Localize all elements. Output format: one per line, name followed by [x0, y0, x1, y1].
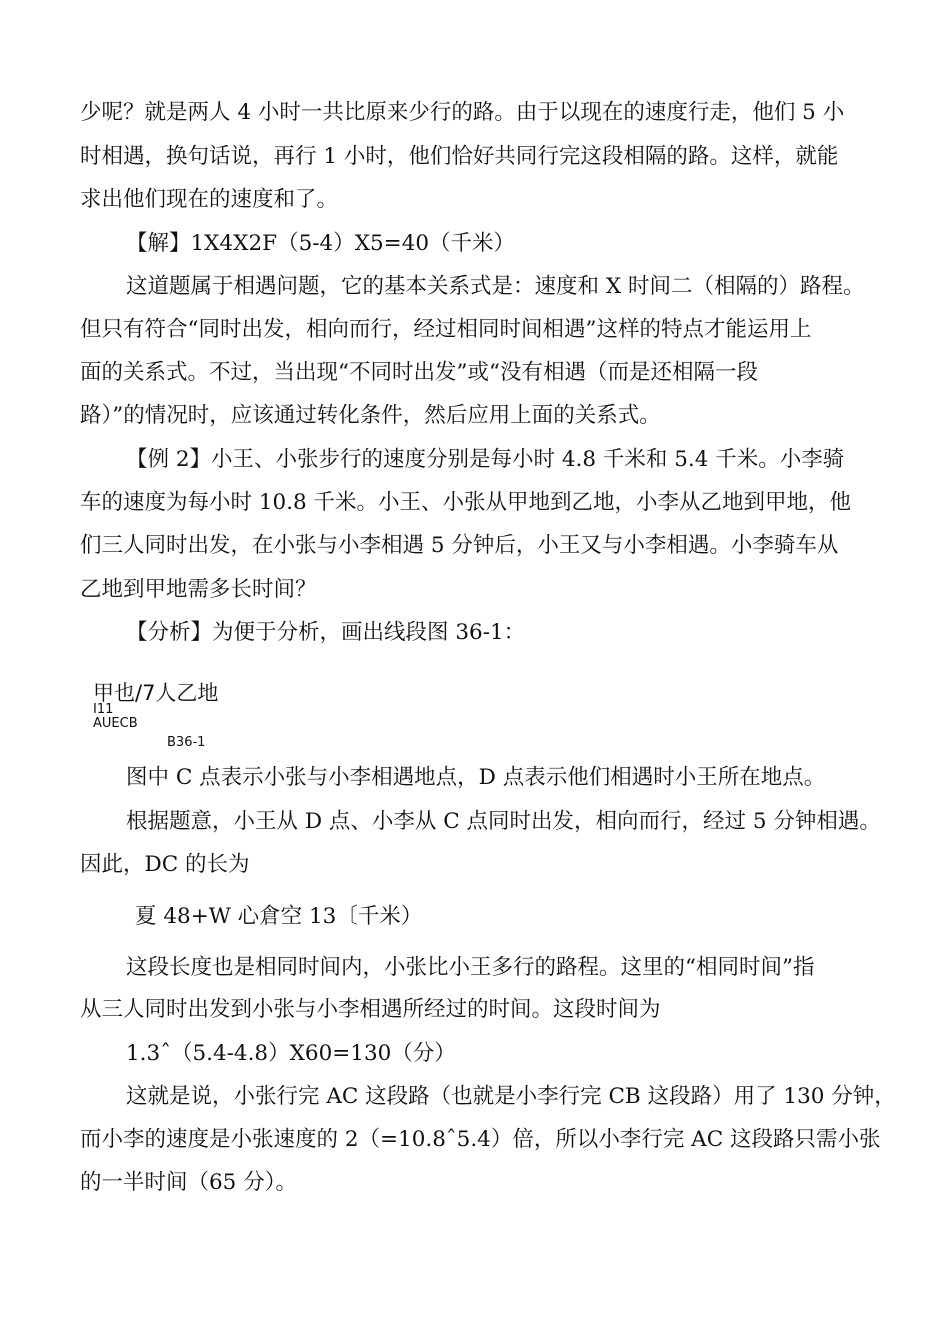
analysis-line: 【分析】为便于分析，画出线段图 36-1：: [126, 620, 526, 645]
example-heading-line: 【例 2】小王、小张步行的速度分别是每小时 4.8 千米和 5.4 千米。小李骑: [126, 447, 845, 472]
paragraph-line: 路）”的情况时，应该通过转化条件，然后应用上面的关系式。: [80, 403, 661, 428]
figure-points: AUECB: [93, 716, 138, 731]
figure-title: 甲也/7人乙地: [93, 681, 219, 705]
paragraph-line: 图中 C 点表示小张与小李相遇地点，D 点表示他们相遇时小王所在地点。: [126, 765, 826, 790]
solution-line: 【解】1X4X2F（5-4）X5=40（千米）: [126, 231, 516, 256]
paragraph-line: 乙地到甲地需多长时间？: [80, 577, 317, 602]
paragraph-line: 车的速度为每小时 10.8 千米。小王、小张从甲地到乙地，小李从乙地到甲地，他: [80, 490, 852, 515]
formula-line: 1.3ˆ（5.4-4.8）X60=130（分）: [126, 1041, 456, 1066]
paragraph-line: 的一半时间（65 分）。: [80, 1170, 297, 1195]
paragraph-line: 但只有符合“同时出发，相向而行，经过相同时间相遇”这样的特点才能运用上: [80, 317, 812, 342]
paragraph-line: 这就是说，小张行完 AC 这段路（也就是小李行完 CB 这段路）用了 130 分钟，: [126, 1084, 896, 1109]
paragraph-line: 们三人同时出发，在小张与小李相遇 5 分钟后，小王又与小李相遇。小李骑车从: [80, 533, 839, 558]
paragraph-line: 这段长度也是相同时间内，小张比小王多行的路程。这里的“相同时间”指: [126, 955, 815, 980]
paragraph-line: 面的关系式。不过，当出现“不同时出发”或“没有相遇（而是还相隔一段: [80, 360, 758, 385]
paragraph-line: 这道题属于相遇问题，它的基本关系式是：速度和 X 时间二（相隔的）路程。: [126, 274, 865, 299]
paragraph-line: 时相遇，换句话说，再行 1 小时，他们恰好共同行完这段相隔的路。这样，就能: [80, 144, 839, 169]
paragraph-line: 从三人同时出发到小张与小李相遇所经过的时间。这段时间为: [80, 997, 661, 1022]
paragraph-line: 而小李的速度是小张速度的 2（=10.8ˆ5.4）倍，所以小李行完 AC 这段路只需小张: [80, 1127, 881, 1152]
paragraph-line: 因此，DC 的长为: [80, 852, 250, 877]
paragraph-line: 少呢？就是两人 4 小时一共比原来少行的路。由于以现在的速度行走，他们 5 小: [80, 100, 845, 125]
paragraph-line: 根据题意，小王从 D 点、小李从 C 点同时出发，相向而行，经过 5 分钟相遇。: [126, 809, 881, 834]
paragraph-line: 求出他们现在的速度和了。: [80, 187, 339, 212]
figure-caption: B36-1: [167, 735, 206, 750]
formula-line: 夏 48+W 心倉空 13〔千米）: [135, 904, 423, 929]
figure-ticks: I11: [93, 702, 114, 717]
